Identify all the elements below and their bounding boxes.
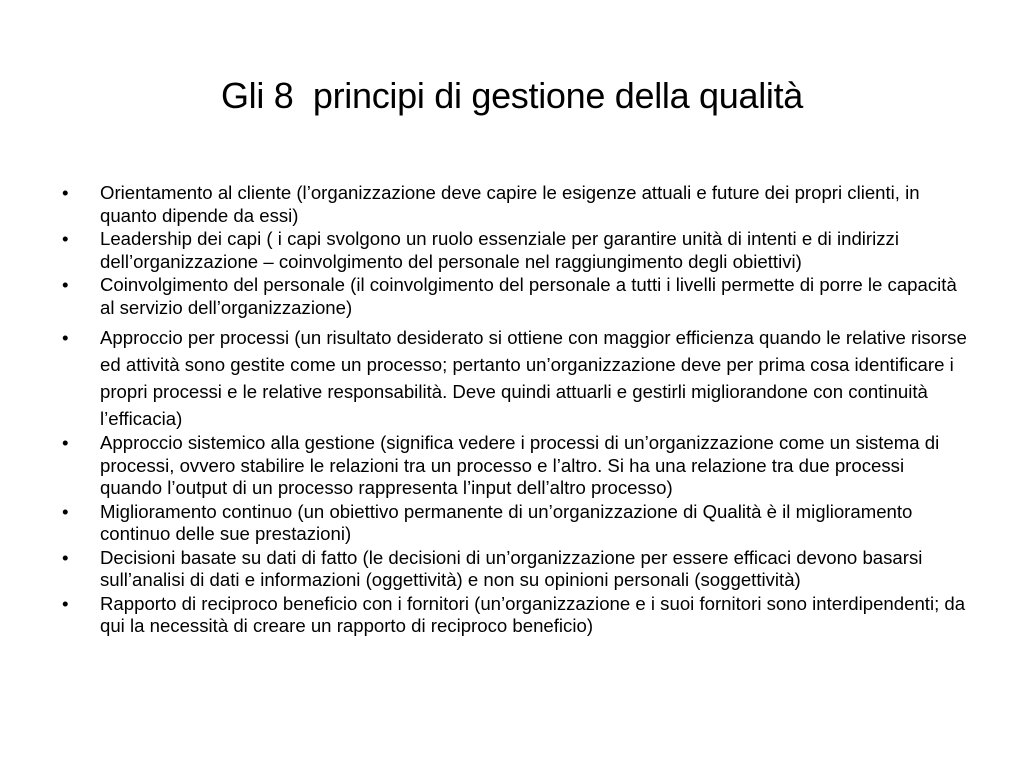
list-item: [60, 501, 970, 546]
list-item-text: Orientamento al cliente (l’organizzazione deve capire le esigenze attuali e future dei propri clienti, in quanto dipende da essi): [100, 182, 920, 226]
list-item: [60, 324, 970, 432]
list-item: [60, 432, 970, 500]
list-item: [60, 547, 970, 592]
list-item-text: Rapporto di reciproco beneficio con i fornitori (un’organizzazione e i suoi fornitori sono interdipendenti; da qui la necessità di creare un rapporto di reciproco beneficio): [100, 592, 966, 636]
bullet-icon: •: [62, 327, 69, 348]
bullet-icon: •: [62, 182, 69, 203]
list-item-text: Approccio sistemico alla gestione (significa vedere i processi di un’organizzazione come un sistema di processi, ovvero stabilire le relazioni tra un processo e l’altro. Si ha una relazione tra due processi quando l’output di un processo rappresenta l’input dell’altro processo): [100, 432, 940, 498]
principles-list: [60, 182, 970, 639]
bullet-icon: •: [62, 274, 69, 295]
bullet-icon: •: [62, 228, 69, 249]
list-item: [60, 182, 970, 227]
bullet-icon: •: [62, 432, 69, 453]
list-item-text: Decisioni basate su dati di fatto (le decisioni di un’organizzazione per essere efficaci devono basarsi sull’analisi di dati e informazioni (oggettività) e non su opinioni personali (soggettività): [100, 546, 923, 590]
bullet-icon: •: [62, 500, 69, 522]
slide-title: Gli 8 principi di gestione della qualità: [220, 75, 804, 116]
list-item-text: Miglioramento continuo (un obiettivo permanente di un’organizzazione di Qualità è il miglioramento continuo delle sue prestazioni): [100, 500, 913, 544]
bullet-icon: •: [62, 592, 69, 614]
list-item: [60, 593, 970, 638]
list-item-text: Coinvolgimento del personale (il coinvolgimento del personale a tutti i livelli permette di porre le capacità al servizio dell’organizzazione): [100, 274, 957, 318]
list-item-text: Leadership dei capi ( i capi svolgono un ruolo essenziale per garantire unità di intenti e di indirizzi dell’organizzazione – coinvolgimento del personale nel raggiungimento degli obiettivi): [100, 228, 899, 272]
bullet-icon: •: [62, 546, 69, 568]
list-item: [60, 228, 970, 273]
list-item-text: Approccio per processi (un risultato desiderato si ottiene con maggior efficienza quando le relative risorse ed attività sono gestite come un processo; pertanto un’organizzazione deve per prima cosa identificare i propri processi e le relative responsabilità. Deve quindi attuarli e gestirli migliorandone con continuità l’efficacia): [100, 327, 967, 429]
list-item: [60, 274, 970, 319]
